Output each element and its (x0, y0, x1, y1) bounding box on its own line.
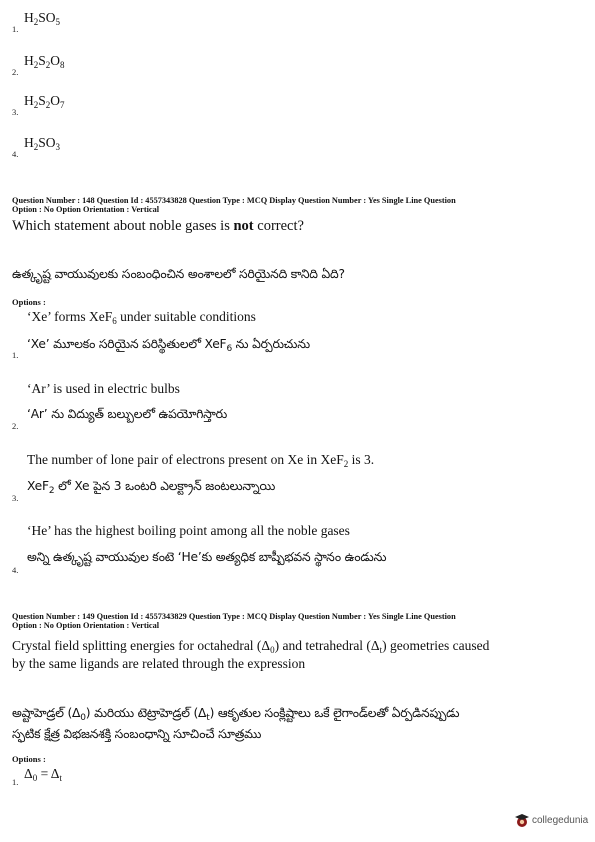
option-text-telugu: అన్ని ఉత్కృష్ట వాయువుల కంటె ‘He’కు అత్యధిక బాష్పీభవన స్థానం ఉండును (27, 550, 387, 564)
watermark-text: collegedunia (532, 814, 589, 826)
formula: $H_2SO_3$ (24, 135, 61, 152)
option-text: ‘He’ has the highest boiling point among all the noble gases (27, 523, 350, 538)
options-label: Options : (12, 754, 46, 764)
formula: $H_2S_2O_7$ (24, 93, 65, 110)
option-number: 4. (12, 565, 19, 575)
option-text-telugu: XeF$_2$ లో Xe పైన 3 ఒంటరి ఎలక్ట్రాన్ జంటలున్నాయి (27, 479, 276, 496)
watermark (514, 812, 588, 828)
option-text: ‘Xe’ forms XeF$_6$ under suitable conditions (27, 309, 256, 326)
option-number: 3. (12, 107, 19, 117)
option-number: 1. (12, 350, 19, 360)
option-number: 3. (12, 493, 19, 503)
option-number: 2. (12, 421, 19, 431)
option-number: 1. (12, 777, 19, 787)
question-text-telugu-line-1: అష్టాహెడ్రల్ $(\Delta_0)$ మరియు టెట్రాహెడ్రల్ $(\Delta_t)$ ఆకృతుల సంక్లిష్టాలు ఒకే లైగాండ్‌లతో ఏర్పడినప్పుడు (12, 706, 460, 723)
question-text-line-1: Crystal field splitting energies for octahedral $(\Delta_0)$ and tetrahedral $(\Delta_t)$ geometries caused (12, 638, 490, 655)
option-text: ‘Ar’ is used in electric bulbs (27, 381, 180, 396)
question-text-line-2: by the same ligands are related through the expression (12, 656, 306, 671)
option-number: 4. (12, 149, 19, 159)
option-text-telugu: ‘Xe’ మూలకం సరియైన పరిస్థితులలో XeF$_6$ ను ఏర్పరుచును (27, 337, 310, 354)
question-text-telugu-line-2: స్ఫటిక క్షేత్ర విభజనశక్తి సంబంధాన్ని సూచించే సూత్రము (12, 727, 262, 741)
graduate-cap-icon (514, 812, 530, 828)
formula: $H_2SO_5$ (24, 10, 61, 27)
formula: $H_2S_2O_8$ (24, 53, 65, 70)
options-label: Options : (12, 297, 46, 307)
option-text: The number of lone pair of electrons present on Xe in XeF$_2$ is 3. (27, 452, 375, 469)
option-number: 2. (12, 67, 19, 77)
option-text: $\Delta_0 = \Delta_t$ (24, 766, 63, 783)
question-text-telugu: ఉత్కృష్ట వాయువులకు సంబంధించిన అంశాలలో సరియైనది కానిది ఏది? (12, 267, 345, 281)
question-header: Question Number : 148 Question Id : 4557343828 Question Type : MCQ Display Question Number : Yes Single Line Question (12, 196, 456, 205)
option-text-telugu: ‘Ar’ ను విద్యుత్ బల్బులలో ఉపయోగిస్తారు (27, 407, 227, 421)
option-number: 1. (12, 24, 19, 34)
question-header-options: Option : No Option Orientation : Vertical (12, 621, 160, 630)
question-text: Which statement about noble gases is not correct? (12, 218, 304, 234)
question-header: Question Number : 149 Question Id : 4557343829 Question Type : MCQ Display Question Number : Yes Single Line Question (12, 612, 456, 621)
question-header-options: Option : No Option Orientation : Vertical (12, 205, 160, 214)
